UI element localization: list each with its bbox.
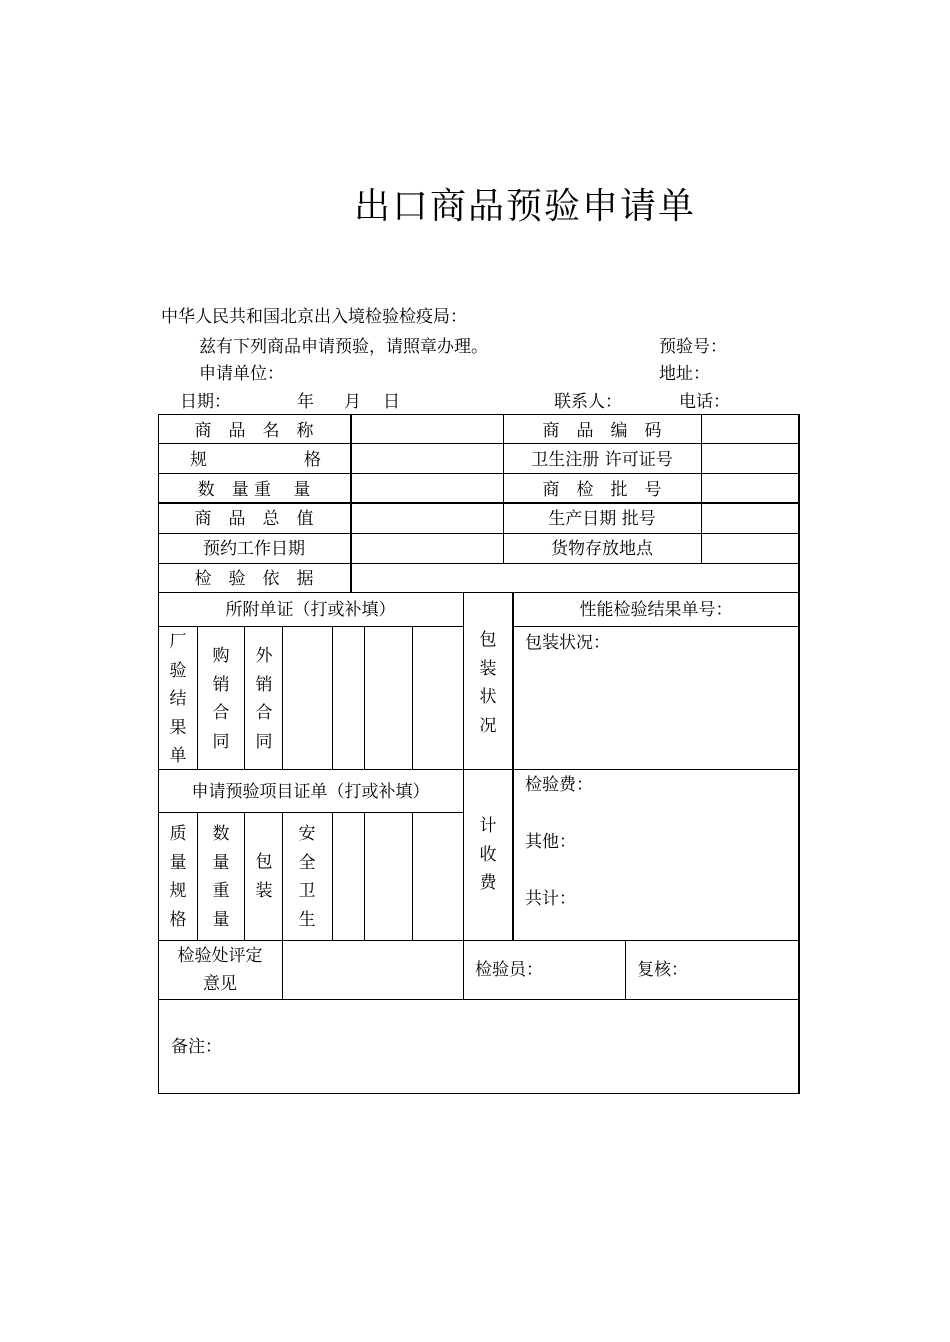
remarks-label: 备注： xyxy=(171,1037,222,1057)
opinion-label-line2: 意见 xyxy=(203,974,237,994)
perf-result-no-label: 性能检验结果单号： xyxy=(579,600,733,620)
packaging-label: 包装 xyxy=(255,852,273,901)
inspection-basis-label: 检 验 依 据 xyxy=(194,569,314,589)
other-fee-label: 其他： xyxy=(525,832,576,852)
health-reg-label: 卫生注册 许可证号 xyxy=(531,450,673,470)
factory-result-label: 厂验结果单 xyxy=(169,632,187,766)
documents-header: 所附单证（打或补填） xyxy=(225,600,396,620)
phone-label: 电话： xyxy=(679,392,730,412)
product-code-label: 商 品 编 码 xyxy=(542,421,662,441)
total-fee-label: 共计： xyxy=(525,889,576,909)
date-day: 日 xyxy=(383,392,400,412)
addressee: 中华人民共和国北京出入境检验检疫局： xyxy=(161,307,467,327)
preinspection-no-label: 预验号： xyxy=(659,337,727,357)
quantity-weight-label: 数量重量 xyxy=(212,824,230,930)
applicant-label: 申请单位： xyxy=(199,364,284,384)
purchase-contract-label: 购销合同 xyxy=(212,646,230,752)
fee-side-label: 计收费 xyxy=(479,816,497,893)
form-title: 出口商品预验申请单 xyxy=(353,186,696,227)
packaging-side-label: 包装状况 xyxy=(479,630,497,736)
spec-label-right: 格 xyxy=(304,450,321,470)
storage-location-label: 货物存放地点 xyxy=(551,539,653,559)
inspection-batch-label: 商 检 批 号 xyxy=(542,480,662,500)
appointment-date-label: 预约工作日期 xyxy=(203,539,305,559)
date-month: 月 xyxy=(344,392,361,412)
date-label: 日期： xyxy=(180,392,231,412)
application-form-table xyxy=(158,414,801,1094)
spec-label-left: 规 xyxy=(190,450,207,470)
export-contract-label: 外销合同 xyxy=(255,646,273,752)
inspector-label: 检验员： xyxy=(475,960,543,980)
intro-text: 兹有下列商品申请预验，请照章办理。 xyxy=(199,337,488,357)
date-year: 年 xyxy=(297,392,314,412)
inspection-fee-label: 检验费： xyxy=(525,775,593,795)
opinion-label-line1: 检验处评定 xyxy=(177,946,263,966)
safety-health-label: 安全卫生 xyxy=(298,824,316,930)
total-value-label: 商 品 总 值 xyxy=(194,509,314,529)
quality-spec-label: 质量规格 xyxy=(169,824,187,930)
reviewer-label: 复核： xyxy=(637,960,688,980)
packaging-status-label: 包装状况： xyxy=(525,633,610,653)
qty-weight-label: 数 量 重 量 xyxy=(197,480,311,500)
items-header: 申请预验项目证单（打或补填） xyxy=(191,782,430,802)
product-name-label: 商 品 名 称 xyxy=(194,421,314,441)
contact-label: 联系人： xyxy=(554,392,622,412)
production-batch-label: 生产日期 批号 xyxy=(548,509,656,529)
address-label: 地址： xyxy=(659,364,710,384)
